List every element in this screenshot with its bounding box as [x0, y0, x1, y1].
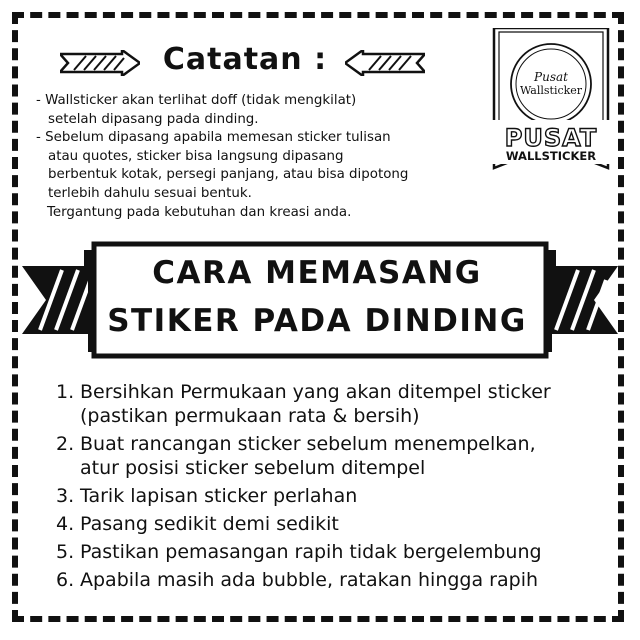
step-item [56, 432, 616, 480]
notes-title: Catatan : [162, 42, 328, 77]
step-text-continued: (pastikan permukaan rata & bersih) [80, 405, 420, 427]
notes-list [36, 92, 476, 222]
step-number: 3. [56, 485, 75, 507]
step-item [56, 540, 616, 564]
logo-script-text: Pusat [534, 70, 568, 84]
step-number: 6. [56, 569, 75, 591]
banner-title-line-2: STIKER PADA DINDING [107, 303, 527, 339]
step-text: Tarik lapisan sticker perlahan [80, 485, 358, 507]
logo-big-text: PUSAT [504, 124, 598, 152]
note-line: atau quotes, sticker bisa langsung dipasang [48, 148, 344, 164]
step-number: 1. [56, 381, 75, 403]
step-item [56, 512, 616, 536]
step-number: 2. [56, 433, 75, 455]
step-number: 5. [56, 541, 75, 563]
steps-list [56, 380, 616, 596]
right-arrow-icon [345, 50, 425, 76]
step-item [56, 568, 616, 592]
note-line: setelah dipasang pada dinding. [48, 111, 259, 127]
step-text: Pasang sedikit demi sedikit [80, 513, 339, 535]
note-line: terlebih dahulu sesuai bentuk. [48, 185, 252, 201]
step-item [56, 380, 616, 428]
logo-small-text: WALLSTICKER [505, 149, 597, 163]
note-line: Tergantung pada kebutuhan dan kreasi anda. [47, 204, 352, 220]
brand-logo [488, 28, 614, 173]
notes-header [60, 42, 440, 82]
step-number: 4. [56, 513, 75, 535]
title-banner [0, 230, 640, 380]
step-text: Bersihkan Permukaan yang akan ditempel sticker [80, 381, 551, 403]
step-text: Buat rancangan sticker sebelum menempelkan, [80, 433, 536, 455]
note-line: - Wallsticker akan terlihat doff (tidak mengkilat) [36, 93, 357, 108]
step-item [56, 484, 616, 508]
logo-sub-text: Wallsticker [519, 84, 583, 97]
note-line: - Sebelum dipasang apabila memesan sticker tulisan [36, 130, 391, 146]
banner-title-line-1: CARA MEMASANG [152, 255, 482, 291]
note-line: berbentuk kotak, persegi panjang, atau bisa dipotong [48, 167, 409, 183]
step-text: Pastikan pemasangan rapih tidak bergelembung [80, 541, 542, 563]
left-arrow-icon [60, 50, 140, 76]
step-text: Apabila masih ada bubble, ratakan hingga rapih [80, 569, 539, 591]
step-text-continued: atur posisi sticker sebelum ditempel [80, 457, 426, 479]
